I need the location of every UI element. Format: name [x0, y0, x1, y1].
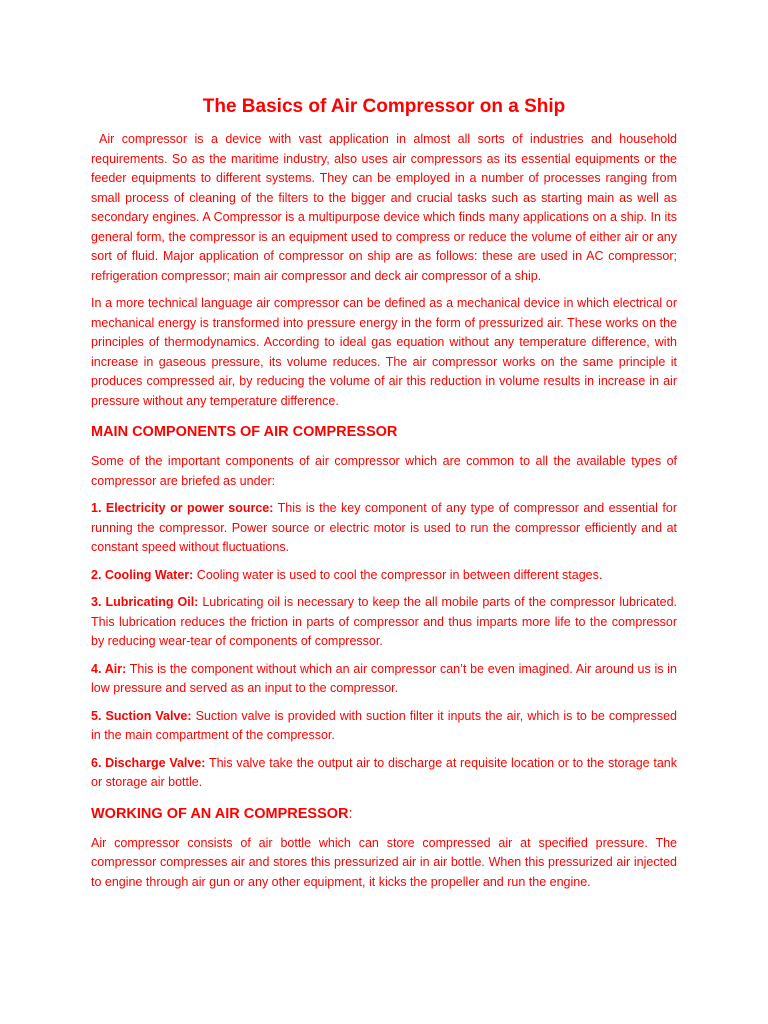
component-item [91, 707, 677, 746]
components-intro: Some of the important components of air compressor which are common to all the available types of compressor are briefed as under: [91, 454, 677, 488]
component-item [91, 566, 677, 586]
component-text: Lubricating oil is necessary to keep the all mobile parts of the compressor lubricated. This lubrication reduces the friction in parts of compressor and thus imparts more life to the compressor by reducing wear-tear of components of compressor. [91, 595, 677, 648]
component-item [91, 593, 677, 652]
working-heading-colon: : [348, 805, 353, 822]
component-label: 4. Air: [91, 661, 127, 676]
intro-paragraph-1: Air compressor is a device with vast application in almost all sorts of industries and household requirements. So as the maritime industry, also uses air compressors as its essential equipments or the feeder equipments to different systems. They can be employed in a number of processes ranging from small process of cleaning of the filters to the bigger and crucial tasks such as starting main as well as secondary engines. A Compressor is a multipurpose device which finds many applications on a ship. In its general form, the compressor is an equipment used to compress or reduce the volume of either air or any sort of fluid. Major application of compressor on ship are as follows: these are used in AC compressor; refrigeration compressor; main air compressor and deck air compressor of a ship. [91, 132, 677, 283]
component-item [91, 499, 677, 558]
component-item [91, 754, 677, 793]
component-label: 3. Lubricating Oil: [91, 595, 199, 609]
component-text: This is the key component of any type of compressor and essential for running the compressor. Power source or electric motor is used to run the compressor efficiently and at constant speed without fluctuations. [91, 501, 677, 554]
intro-paragraph-2: In a more technical language air compressor can be defined as a mechanical device in which electrical or mechanical energy is transformed into pressure energy in the form of pressurized air. These works on the principles of thermodynamics. According to ideal gas equation without any temperature difference, with increase in gaseous pressure, its volume reduces. The air compressor works on the same principle it produces compressed air, by reducing the volume of air this reduction in volume results in increase in air pressure without any temperature difference. [91, 296, 677, 408]
document-title: The Basics of Air Compressor on a Ship [202, 96, 566, 117]
working-heading-text: WORKING OF AN AIR COMPRESSOR [91, 805, 349, 822]
component-label: 1. Electricity or power source: [91, 501, 274, 515]
working-paragraph-1: Air compressor consists of air bottle which can store compressed air at specified pressure. The compressor compresses air and stores this pressurized air in air bottle. When this pressurized air injected to engine through air gun or any other equipment, it kicks the propeller and run the engine. [91, 835, 677, 889]
component-item [91, 660, 677, 699]
component-label: 6. Discharge Valve: [91, 755, 206, 770]
working-heading [91, 805, 677, 823]
component-label: 5. Suction Valve: [91, 708, 192, 723]
document-body [91, 130, 677, 900]
component-text: This valve take the output air to discharge at requisite location or to the storage tank or storage air bottle. [91, 755, 677, 789]
component-text: This is the component without which an air compressor can’t be even imagined. Air around us is in low pressure and served as an input to the compressor. [91, 661, 677, 695]
component-text: Suction valve is provided with suction filter it inputs the air, which is to be compressed in the main compartment of the compressor. [91, 708, 678, 742]
components-heading: MAIN COMPONENTS OF AIR COMPRESSOR [91, 424, 398, 440]
component-label: 2. Cooling Water: [91, 567, 194, 582]
component-text: Cooling water is used to cool the compressor in between different stages. [193, 567, 603, 582]
